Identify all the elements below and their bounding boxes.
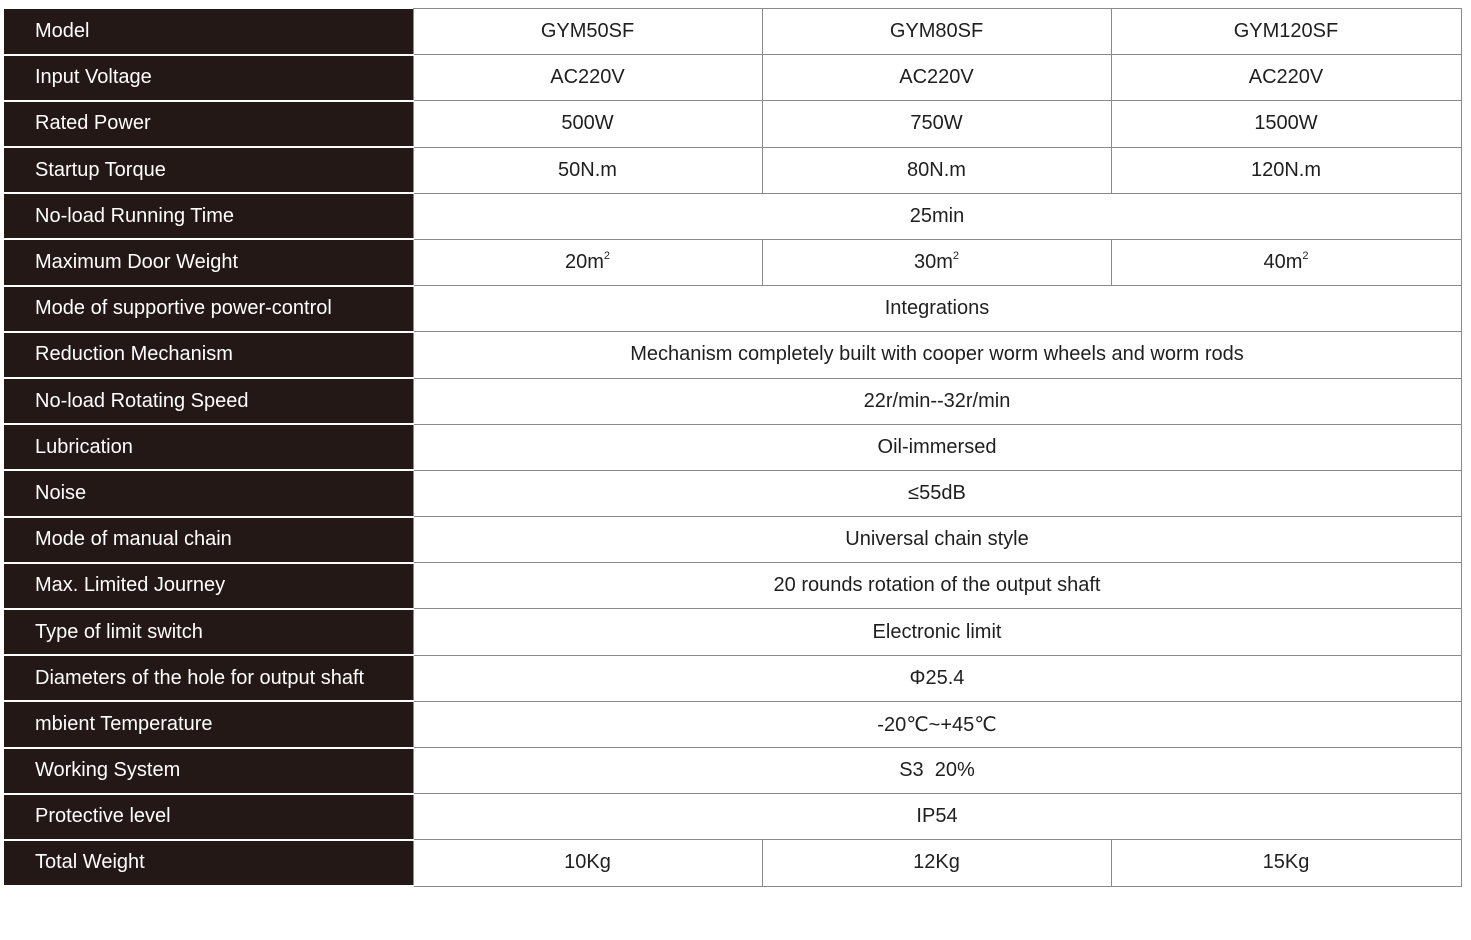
value-cell: AC220V	[1111, 55, 1461, 101]
value-cell: 500W	[413, 101, 762, 147]
spec-row-rotating-speed	[4, 378, 1461, 424]
row-label: Startup Torque	[4, 147, 413, 193]
row-label: Rated Power	[4, 101, 413, 147]
value-cell: 120N.m	[1111, 147, 1461, 193]
model-cell: GYM120SF	[1111, 9, 1461, 55]
row-label: Working System	[4, 748, 413, 794]
superscript: 2	[603, 250, 611, 263]
spec-row-limit-switch	[4, 609, 1461, 655]
model-cell: GYM50SF	[413, 9, 762, 55]
spec-row-max-door-weight	[4, 239, 1461, 285]
spec-row-manual-chain	[4, 517, 1461, 563]
value-cell: IP54	[413, 794, 1461, 840]
row-label: Lubrication	[4, 424, 413, 470]
value-cell: AC220V	[762, 55, 1111, 101]
spec-row-working-system	[4, 748, 1461, 794]
spec-row-limited-journey	[4, 563, 1461, 609]
row-label: Reduction Mechanism	[4, 332, 413, 378]
superscript: 2	[1302, 250, 1309, 263]
value-cell: 80N.m	[762, 147, 1111, 193]
spec-row-reduction-mechanism	[4, 332, 1461, 378]
value-cell: 1500W	[1111, 101, 1461, 147]
spec-row-total-weight	[4, 840, 1461, 886]
spec-row-shaft-hole-diameter	[4, 655, 1461, 701]
spec-row-lubrication	[4, 424, 1461, 470]
spec-row-input-voltage	[4, 55, 1461, 101]
spec-table	[4, 8, 1462, 887]
row-label: Diameters of the hole for output shaft	[4, 655, 413, 701]
spec-row-protective-level	[4, 794, 1461, 840]
value-cell: -20℃~+45℃	[413, 701, 1461, 747]
row-label: Type of limit switch	[4, 609, 413, 655]
value-cell: 12Kg	[762, 840, 1111, 886]
row-label: Maximum Door Weight	[4, 239, 413, 285]
row-label: No-load Running Time	[4, 193, 413, 239]
row-label: No-load Rotating Speed	[4, 378, 413, 424]
value-cell: 20 rounds rotation of the output shaft	[413, 563, 1461, 609]
value-cell: 25min	[413, 193, 1461, 239]
value-cell	[762, 239, 1111, 285]
row-label: Protective level	[4, 794, 413, 840]
value-cell: 15Kg	[1111, 840, 1461, 886]
value-text: 20m	[564, 251, 604, 274]
spec-row-ambient-temperature	[4, 701, 1461, 747]
value-cell: 750W	[762, 101, 1111, 147]
value-cell: Electronic limit	[413, 609, 1461, 655]
value-cell: AC220V	[413, 55, 762, 101]
spec-row-no-load-running-time	[4, 193, 1461, 239]
row-label: Total Weight	[4, 840, 413, 886]
value-cell: 50N.m	[413, 147, 762, 193]
value-cell: Φ25.4	[413, 655, 1461, 701]
row-label: Mode of manual chain	[4, 517, 413, 563]
value-cell: 10Kg	[413, 840, 762, 886]
value-text: 30m	[913, 251, 953, 274]
spec-row-rated-power	[4, 101, 1461, 147]
row-label: Noise	[4, 470, 413, 516]
row-label: mbient Temperature	[4, 701, 413, 747]
value-cell: ≤55dB	[413, 470, 1461, 516]
row-label: Model	[4, 9, 413, 55]
value-cell	[413, 239, 762, 285]
value-cell: 22r/min--32r/min	[413, 378, 1461, 424]
value-cell: Oil-immersed	[413, 424, 1461, 470]
value-cell	[1111, 239, 1461, 285]
value-text: 40m	[1263, 251, 1303, 274]
spec-row-startup-torque	[4, 147, 1461, 193]
superscript: 2	[952, 250, 960, 263]
row-label: Max. Limited Journey	[4, 563, 413, 609]
value-cell: Mechanism completely built with cooper worm wheels and worm rods	[413, 332, 1461, 378]
spec-row-noise	[4, 470, 1461, 516]
spec-row-model	[4, 9, 1461, 55]
value-cell: S3 20%	[413, 748, 1461, 794]
model-cell: GYM80SF	[762, 9, 1111, 55]
row-label: Mode of supportive power-control	[4, 286, 413, 332]
spec-row-power-control-mode	[4, 286, 1461, 332]
value-cell: Integrations	[413, 286, 1461, 332]
row-label: Input Voltage	[4, 55, 413, 101]
value-cell: Universal chain style	[413, 517, 1461, 563]
